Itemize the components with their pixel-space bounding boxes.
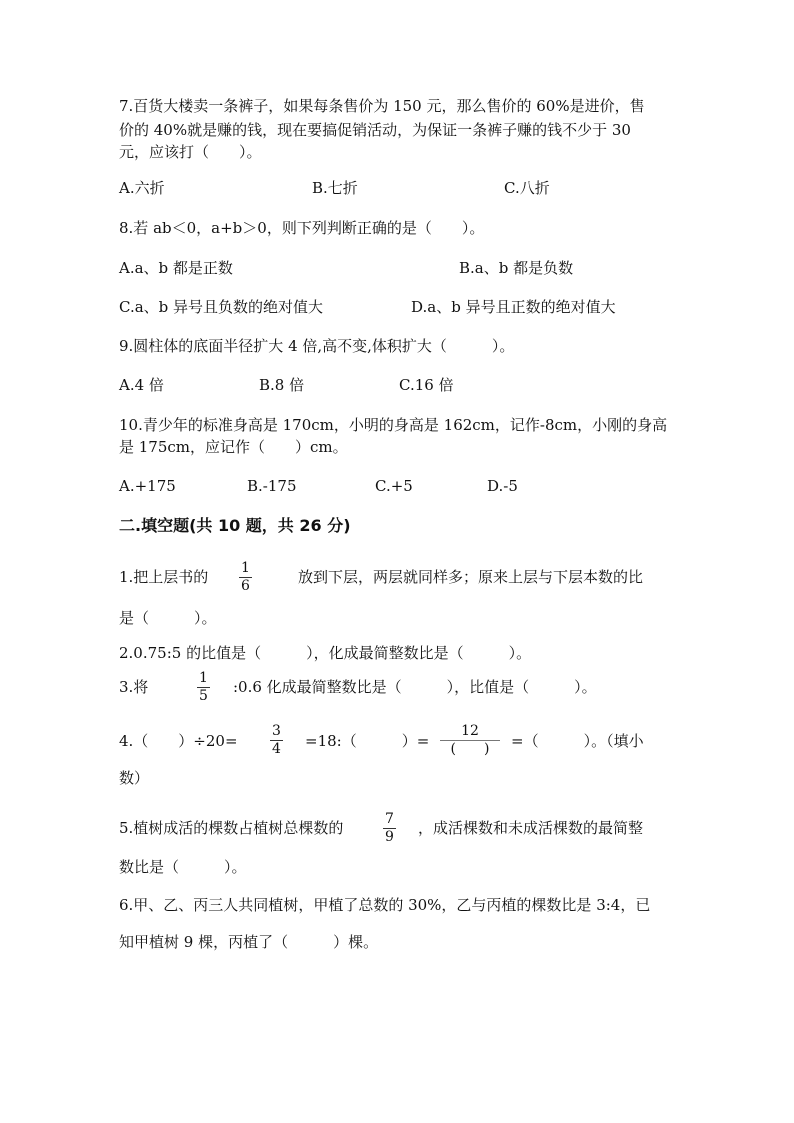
q10-option-d: D.-5 xyxy=(487,477,518,495)
q7-option-c: C.八折 xyxy=(504,179,550,197)
q9-option-c: C.16 倍 xyxy=(399,376,454,394)
fraction-denominator: ( ) xyxy=(450,741,490,757)
q10-stem-line1: 10.青少年的标准身高是 170cm，小明的身高是 162cm，记作-8cm，小刚的身高 xyxy=(119,416,668,434)
fraction-numerator: 12 xyxy=(461,723,479,739)
fill-q4-text-part2: =18:（ ）= xyxy=(305,732,430,750)
fraction-denominator: 6 xyxy=(241,578,250,594)
section-heading-fill-in: 二.填空题(共 10 题，共 26 分) xyxy=(119,516,351,535)
fraction-denominator: 5 xyxy=(199,688,208,704)
q10-stem-line2: 是 175cm，应记作（ ）cm。 xyxy=(119,438,348,456)
q10-option-b: B.-175 xyxy=(247,477,297,495)
q7-option-b: B.七折 xyxy=(312,179,358,197)
q7-option-a: A.六折 xyxy=(119,179,165,197)
fraction-numerator: 1 xyxy=(241,560,250,576)
fraction-numerator: 3 xyxy=(272,723,281,739)
fill-q5-fraction xyxy=(383,812,396,845)
q7-stem-line1: 7.百货大楼卖一条裤子，如果每条售价为 150 元，那么售价的 60%是进价，售 xyxy=(119,97,645,115)
q10-option-a: A.+175 xyxy=(119,477,176,495)
fill-q1-text-part1: 1.把上层书的 xyxy=(119,568,209,586)
q9-option-b: B.8 倍 xyxy=(259,376,305,394)
fill-q4-fraction-1 xyxy=(270,724,283,757)
q8-option-c: C.a、b 异号且负数的绝对值大 xyxy=(119,298,324,316)
q7-stem-line2: 价的 40%就是赚的钱，现在要搞促销活动，为保证一条裤子赚的钱不少于 30 xyxy=(119,121,631,139)
fill-q4-text-part3: =（ ）。（填小 xyxy=(511,732,644,750)
fraction-denominator: 9 xyxy=(385,829,394,845)
fill-q3-text-part2: :0.6 化成最简整数比是（ ），比值是（ ）。 xyxy=(233,678,597,696)
q9-stem: 9.圆柱体的底面半径扩大 4 倍,高不变,体积扩大（ ）。 xyxy=(119,337,515,355)
q8-option-a: A.a、b 都是正数 xyxy=(119,259,233,277)
fill-q2-text: 2.0.75:5 的比值是（ ），化成最简整数比是（ ）。 xyxy=(119,644,532,662)
q7-stem-line3: 元，应该打（ ）。 xyxy=(119,143,262,161)
fill-q1-text-line2: 是（ ）。 xyxy=(119,609,217,627)
fill-q6-text-line1: 6.甲、乙、丙三人共同植树，甲植了总数的 30%，乙与丙植的棵数比是 3:4，已 xyxy=(119,896,651,914)
fill-q5-text-part1: 5.植树成活的棵数占植树总棵数的 xyxy=(119,819,344,837)
fill-q3-fraction xyxy=(197,671,210,704)
fill-q5-text-line2: 数比是（ ）。 xyxy=(119,858,247,876)
fill-q4-fraction-2 xyxy=(440,724,500,757)
fill-q1-text-part2: 放到下层，两层就同样多；原来上层与下层本数的比 xyxy=(298,568,644,586)
fraction-numerator: 1 xyxy=(199,670,208,686)
fraction-denominator: 4 xyxy=(272,741,281,757)
q10-option-c: C.+5 xyxy=(375,477,413,495)
q9-option-a: A.4 倍 xyxy=(119,376,164,394)
fill-q6-text-line2: 知甲植树 9 棵，丙植了（ ）棵。 xyxy=(119,933,379,951)
fraction-numerator: 7 xyxy=(385,811,394,827)
q8-stem: 8.若 ab＜0，a+b＞0，则下列判断正确的是（ ）。 xyxy=(119,219,485,237)
fill-q3-text-part1: 3.将 xyxy=(119,678,149,696)
fill-q4-text-part1: 4.（ ）÷20= xyxy=(119,732,238,750)
fill-q4-text-line2: 数） xyxy=(119,769,150,787)
q8-option-b: B.a、b 都是负数 xyxy=(459,259,574,277)
fill-q5-text-part2: ，成活棵数和未成活棵数的最简整 xyxy=(418,819,644,837)
fill-q1-fraction xyxy=(239,561,252,594)
q8-option-d: D.a、b 异号且正数的绝对值大 xyxy=(411,298,616,316)
